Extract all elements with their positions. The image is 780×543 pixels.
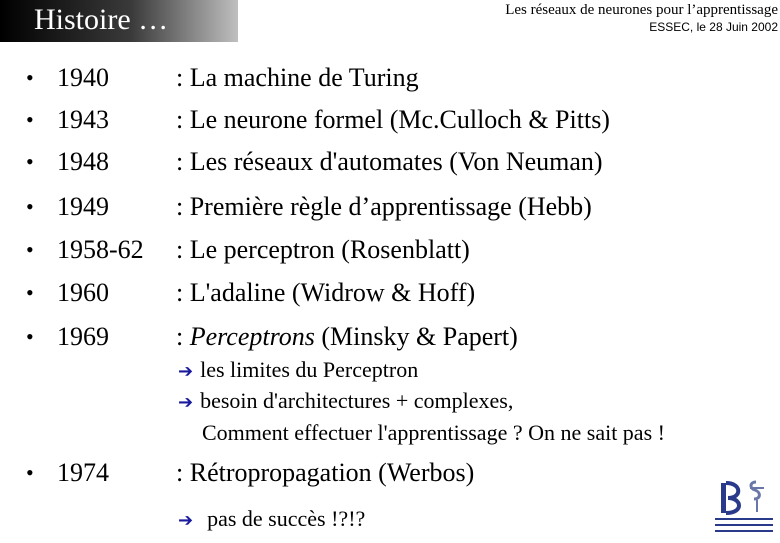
- timeline-year: 1940: [57, 63, 109, 92]
- description-prefix: :: [176, 322, 190, 351]
- timeline-description: : L'adaline (Widrow & Hoff): [176, 278, 476, 307]
- note-text: besoin d'architectures + complexes,: [200, 388, 514, 413]
- bullet: •: [26, 280, 34, 305]
- arrow-right-icon: ➔: [178, 510, 194, 531]
- page-title: Histoire …: [34, 3, 169, 36]
- bullet: •: [26, 324, 34, 349]
- note-line: [178, 387, 513, 417]
- timeline-description: : Première règle d’apprentissage (Hebb): [176, 192, 592, 221]
- bullet: •: [26, 237, 34, 262]
- timeline-description: : Le neurone formel (Mc.Culloch & Pitts): [176, 105, 610, 134]
- timeline-year: 1960: [57, 278, 109, 307]
- timeline-year: 1974: [57, 458, 109, 487]
- note-text: Comment effectuer l'apprentissage ? On ne sait pas !: [202, 420, 665, 445]
- school-crest-logo-icon: [712, 476, 776, 538]
- bullet: •: [26, 194, 34, 219]
- note-text: les limites du Perceptron: [200, 357, 419, 382]
- timeline-year: 1958-62: [57, 235, 144, 264]
- timeline-year: 1948: [57, 147, 109, 176]
- timeline-description: [176, 319, 518, 355]
- course-date: ESSEC, le 28 Juin 2002: [649, 20, 778, 34]
- timeline-description: : Le perceptron (Rosenblatt): [176, 235, 470, 264]
- timeline-year: 1943: [57, 105, 109, 134]
- timeline-description: : Rétropropagation (Werbos): [176, 458, 475, 487]
- timeline-description: : Les réseaux d'automates (Von Neuman): [176, 147, 603, 176]
- note-line: [202, 419, 665, 447]
- arrow-right-icon: ➔: [178, 361, 194, 382]
- book-title: Perceptrons: [189, 322, 315, 351]
- arrow-right-icon: ➔: [178, 392, 194, 413]
- timeline-description: : La machine de Turing: [176, 63, 419, 92]
- note-text: pas de succès !?!?: [207, 506, 366, 531]
- description-suffix: (Minsky & Papert): [314, 322, 518, 351]
- bullet: •: [26, 107, 34, 132]
- timeline-year: 1969: [57, 322, 109, 351]
- bullet: •: [26, 460, 34, 485]
- note-line: [178, 505, 365, 535]
- course-title: Les réseaux de neurones pour l’apprentissage: [505, 2, 778, 18]
- timeline-year: 1949: [57, 192, 109, 221]
- note-line: [178, 356, 418, 386]
- bullet: •: [26, 149, 34, 174]
- bullet: •: [26, 65, 34, 90]
